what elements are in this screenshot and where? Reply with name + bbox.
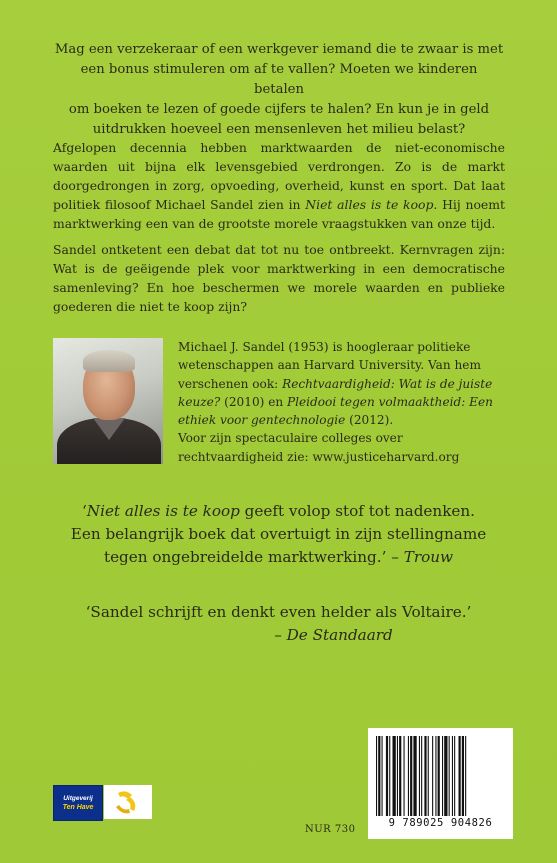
barcode-bar (397, 736, 398, 816)
barcode-bar (444, 736, 447, 816)
quote-text: Een belangrijk boek dat overtuigt in zijn stellingname (70, 525, 487, 543)
quote-book-title: Niet alles is te koop (86, 502, 240, 520)
barcode-bar (382, 736, 383, 816)
barcode-bar (428, 736, 429, 816)
intro-questions (54, 40, 504, 140)
barcode-bar (399, 736, 401, 816)
barcode-bar (376, 736, 377, 816)
barcode-bar (435, 736, 436, 816)
barcode-bar (378, 736, 380, 816)
quote-text: ‘Sandel schrijft en denkt even helder als Voltaire.’ (85, 603, 472, 621)
review-quote-standaard (40, 601, 517, 647)
isbn-number: 9 789025 904826 (388, 817, 493, 829)
isbn-barcode (368, 728, 513, 839)
quote-source: De Standaard (286, 626, 393, 644)
barcode-bar (442, 736, 443, 816)
barcode-bar (408, 736, 409, 816)
quote-text: tegen ongebreidelde marktwerking.’ – (103, 548, 404, 566)
barcode-bar (386, 736, 388, 816)
bio-paragraph (178, 338, 508, 429)
bio-text: (2012). (345, 413, 394, 428)
paragraph-text: . Hij noemt marktwerking een van de grootste morele vraagstukken van onze tijd. (53, 197, 505, 231)
intro-line: een bonus stimuleren om af te vallen? Moeten we kinderen betalen (80, 62, 478, 97)
barcode-bar (452, 736, 453, 816)
publisher-emblem-icon (104, 785, 152, 819)
bio-book-title: Pleidooi tegen volmaaktheid: Een ethiek voor gentechnologie (178, 394, 493, 428)
quote-source: Trouw (403, 548, 454, 566)
barcode-bar (459, 736, 461, 816)
barcode-bar (421, 736, 422, 816)
quote-dash: – (274, 626, 287, 644)
barcode-bar (419, 736, 420, 816)
author-photo (53, 338, 163, 464)
paragraph-text: Afgelopen decennia hebben marktwaarden de niet-economische waarden uit bijna elk levensgebied verdrongen. Zo is de markt doorgedrongen in zorg, opvoeding, overheid, kunst en sport. Dat laat politiek filosoof Michael Sandel zien in (53, 140, 505, 212)
bio-text: Michael J. Sandel (1953) is hoogleraar politieke wetenschappen aan Harvard University. Van hem verschenen ook: (178, 340, 481, 391)
bio-book-title: Rechtvaardigheid: Wat is de juiste keuze? (178, 376, 493, 409)
publisher-name: Ten Have (62, 804, 94, 811)
author-bio (178, 338, 508, 466)
barcode-bars (376, 736, 505, 816)
publisher-logo (53, 785, 103, 821)
paragraph-debate: Sandel ontketent een debat dat tot nu toe ontbreekt. Kernvragen zijn: Wat is de geëigende plek voor marktwerking in een democratische samenleving? En hoe beschermen we morele waarden en publieke goederen die niet te koop zijn? (53, 242, 505, 314)
bio-website-line: Voor zijn spectaculaire colleges over rechtvaardigheid zie: www.justiceharvard.org (178, 431, 460, 464)
barcode-bar (413, 736, 416, 816)
bio-text: (2010) en (220, 394, 287, 409)
barcode-bar (410, 736, 412, 816)
barcode-bar (462, 736, 464, 816)
barcode-bar (404, 736, 405, 816)
intro-line: uitdrukken hoeveel een mensenleven het milieu belast? (92, 122, 466, 137)
quote-mark: ‘ (81, 502, 87, 520)
publisher-label: Uitgeverij (63, 795, 93, 802)
barcode-bar (389, 736, 390, 816)
barcode-bar (432, 736, 433, 816)
barcode-bar (465, 736, 466, 816)
barcode-bar (454, 736, 455, 816)
intro-line: Mag een verzekeraar of een werkgever iemand die te zwaar is met (54, 42, 504, 57)
barcode-bar (424, 736, 426, 816)
barcode-bar (438, 736, 440, 816)
nur-code: NUR 730 (305, 824, 356, 835)
quote-text: geeft volop stof tot nadenken. (239, 502, 476, 520)
barcode-bar (393, 736, 396, 816)
intro-line: om boeken te lezen of goede cijfers te halen? En kun je in geld (68, 102, 490, 117)
review-quote-trouw (40, 500, 517, 569)
book-title: Niet alles is te koop (305, 197, 434, 212)
paragraph-market-values (53, 138, 505, 233)
barcode-bar (449, 736, 450, 816)
